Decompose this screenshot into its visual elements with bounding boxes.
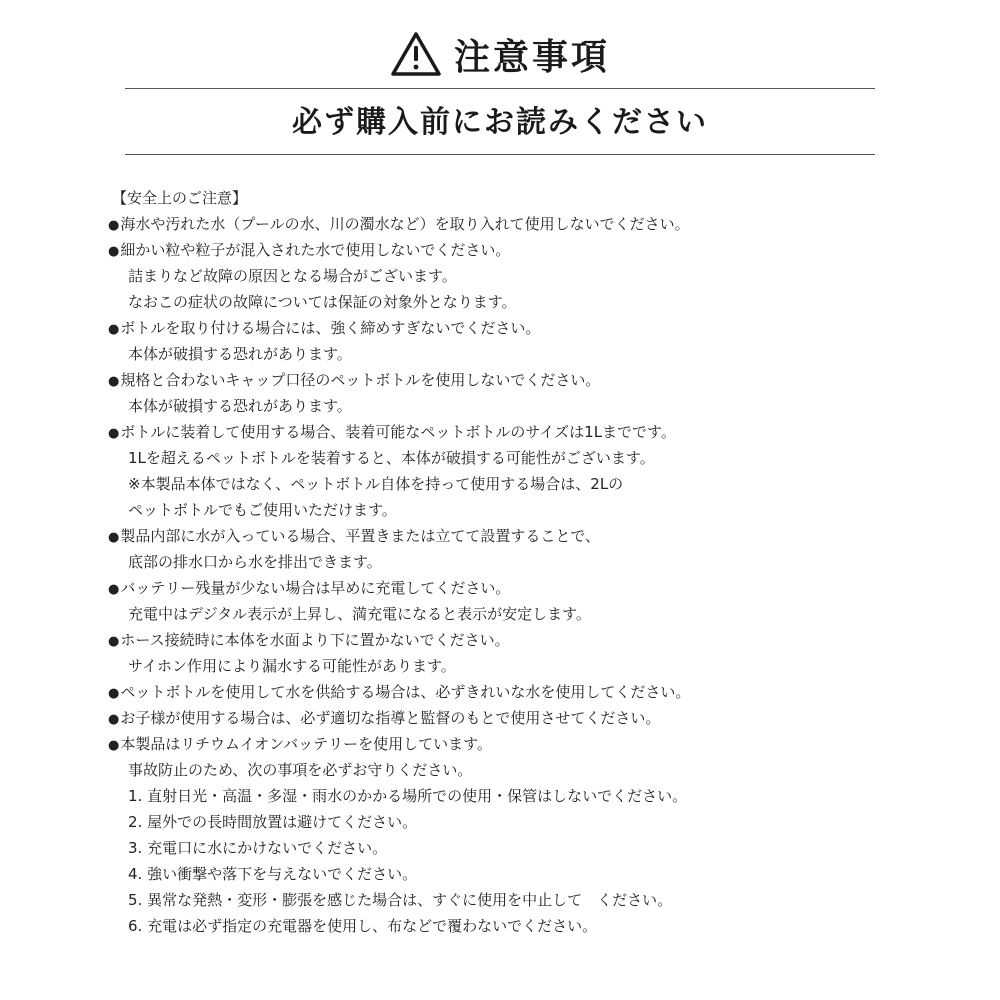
page-subtitle: 必ず購入前にお読みください (292, 105, 708, 140)
note-continuation: ペットボトルでもご使用いただけます。 (128, 501, 397, 519)
note-continuation: サイホン作用により漏水する可能性があります。 (128, 657, 456, 675)
note-continuation: 3. 充電口に水にかけないでください。 (128, 839, 388, 857)
bottom-divider (125, 154, 875, 155)
note-continuation: 5. 異常な発熱・変形・膨張を感じた場合は、すぐに使用を中止して ください。 (128, 891, 673, 909)
top-divider (125, 88, 875, 89)
note-continuation: 本体が破損する恐れがあります。 (128, 397, 352, 415)
bullet-item: ● 規格と合わないキャップ口径のペットボトルを使用しないでください。 (108, 367, 908, 393)
safety-notes-list (108, 185, 908, 939)
note-continuation: 4. 強い衝撃や落下を与えないでください。 (128, 865, 418, 883)
note-continuation: 本体が破損する恐れがあります。 (128, 345, 352, 363)
bullet-item: ● ホース接続時に本体を水面より下に置かないでください。 (108, 627, 908, 653)
bullet-item: ● 細かい粒や粒子が混入された水で使用しないでください。 (108, 237, 908, 263)
bullet-item: ● お子様が使用する場合は、必ず適切な指導と監督のもとで使用させてください。 (108, 705, 908, 731)
section-heading: 【安全上のご注意】 (112, 189, 248, 207)
bullet-item: ● 製品内部に水が入っている場合、平置きまたは立てて設置することで、 (108, 523, 908, 549)
note-continuation: 充電中はデジタル表示が上昇し、満充電になると表示が安定します。 (128, 605, 591, 623)
bullet-item: ● 海水や汚れた水（プールの水、川の濁水など）を取り入れて使用しないでください。 (108, 211, 908, 237)
note-continuation: 2. 屋外での長時間放置は避けてください。 (128, 813, 418, 831)
note-continuation: なおこの症状の故障については保証の対象外となります。 (128, 293, 517, 311)
note-continuation: 事故防止のため、次の事項を必ずお守りください。 (128, 761, 473, 779)
note-continuation: 底部の排水口から水を排出できます。 (128, 553, 382, 571)
note-continuation: 詰まりなど故障の原因となる場合がございます。 (128, 267, 457, 285)
page-title: 注意事項 (453, 36, 610, 78)
bullet-item: ● ボトルに装着して使用する場合、装着可能なペットボトルのサイズは1Lまでです。 (108, 419, 908, 445)
bullet-item: ● ペットボトルを使用して水を供給する場合は、必ずきれいな水を使用してください。 (108, 679, 908, 705)
note-continuation: ※本製品本体ではなく、ペットボトル自体を持って使用する場合は、2Lの (128, 475, 624, 493)
warning-triangle-icon (390, 31, 442, 77)
note-continuation: 6. 充電は必ず指定の充電器を使用し、布などで覆わないでください。 (128, 917, 598, 935)
note-continuation: 1. 直射日光・高温・多湿・雨水のかかる場所での使用・保管はしないでください。 (128, 787, 688, 805)
note-continuation: 1Lを超えるペットボトルを装着すると、本体が破損する可能性がございます。 (128, 449, 655, 467)
page-header (0, 24, 1000, 84)
bullet-item: ● 本製品はリチウムイオンバッテリーを使用しています。 (108, 731, 908, 757)
bullet-item: ● ボトルを取り付ける場合には、強く締めすぎないでください。 (108, 315, 908, 341)
bullet-item: ● バッテリー残量が少ない場合は早めに充電してください。 (108, 575, 908, 601)
